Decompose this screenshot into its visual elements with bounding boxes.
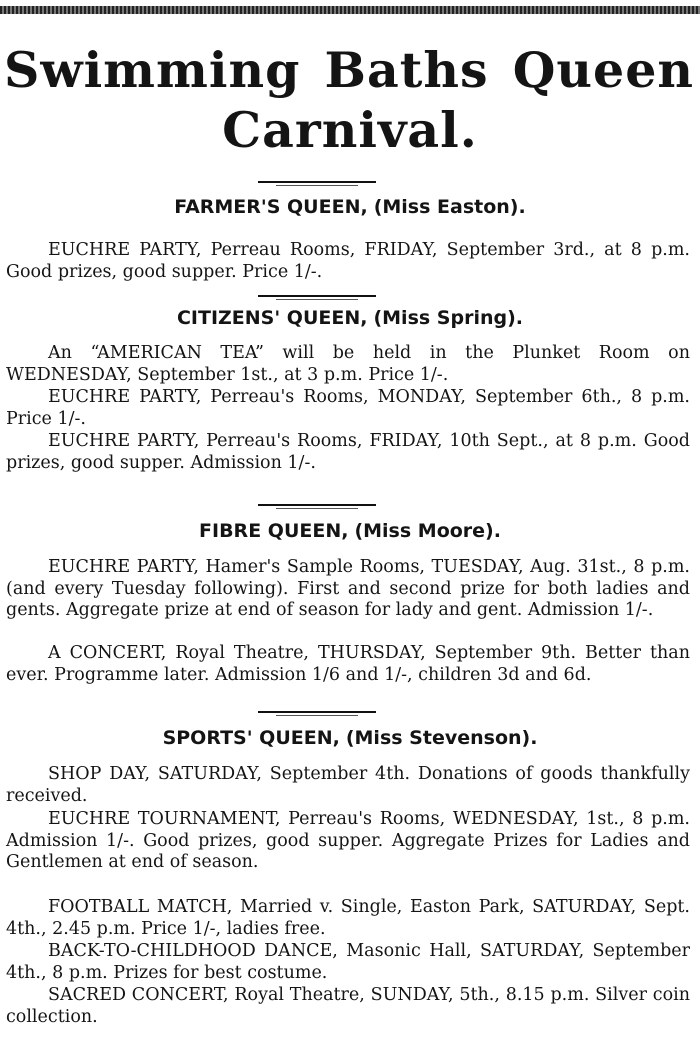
top-border-rule: [0, 6, 700, 14]
title-line-1: Swimming Baths Queen: [4, 41, 694, 99]
section-heading-fibre: [0, 519, 700, 543]
event-paragraph: EUCHRE PARTY, Perreau Rooms, FRIDAY, September 3rd., at 8 p.m. Good prizes, good supper. Price 1/-.: [6, 240, 690, 282]
section-divider: [258, 504, 376, 506]
event-paragraph: SHOP DAY, SATURDAY, September 4th. Donations of goods thankfully received.: [6, 764, 690, 806]
event-paragraph: FOOTBALL MATCH, Married v. Single, Easton Park, SATURDAY, Sept. 4th., 2.45 p.m. Price 1/-, ladies free.: [6, 897, 690, 939]
event-paragraph: An “AMERICAN TEA” will be held in the Plunket Room on WEDNESDAY, September 1st., at 3 p.m. Price 1/-.: [6, 343, 690, 385]
queen-name: (Miss Easton).: [373, 196, 526, 218]
queen-name: (Miss Stevenson).: [345, 727, 538, 749]
section-heading-citizens: [0, 306, 700, 330]
section-divider: [258, 181, 376, 183]
event-paragraph: SACRED CONCERT, Royal Theatre, SUNDAY, 5th., 8.15 p.m. Silver coin collection.: [6, 985, 690, 1027]
section-divider: [258, 711, 376, 713]
event-paragraph: EUCHRE PARTY, Hamer's Sample Rooms, TUESDAY, Aug. 31st., 8 p.m. (and every Tuesday following). First and second prize for both ladies and gents. Aggregate prize at end of season for lady and gent. Admission 1/-.: [6, 557, 690, 620]
queen-title: CITIZENS' QUEEN,: [176, 307, 368, 329]
page-title: [0, 40, 700, 160]
queen-title: FIBRE QUEEN,: [199, 520, 349, 542]
event-paragraph: A CONCERT, Royal Theatre, THURSDAY, September 9th. Better than ever. Programme later. Admission 1/6 and 1/-, children 3d and 6d.: [6, 643, 690, 685]
event-paragraph: EUCHRE TOURNAMENT, Perreau's Rooms, WEDNESDAY, 1st., 8 p.m. Admission 1/-. Good prizes, good supper. Aggregate Prizes for Ladies and Gentlemen at end of season.: [6, 809, 690, 872]
section-divider: [258, 295, 376, 297]
queen-name: (Miss Spring).: [373, 307, 524, 329]
section-heading-farmers: [0, 195, 700, 219]
title-line-2: Carnival.: [222, 101, 478, 159]
event-paragraph: EUCHRE PARTY, Perreau's Rooms, MONDAY, September 6th., 8 p.m. Price 1/-.: [6, 387, 690, 429]
queen-title: SPORTS' QUEEN,: [162, 727, 340, 749]
event-paragraph: EUCHRE PARTY, Perreau's Rooms, FRIDAY, 10th Sept., at 8 p.m. Good prizes, good supper. Admission 1/-.: [6, 431, 690, 473]
queen-title: FARMER'S QUEEN,: [174, 196, 368, 218]
event-paragraph: BACK-TO-CHILDHOOD DANCE, Masonic Hall, SATURDAY, September 4th., 8 p.m. Prizes for best costume.: [6, 941, 690, 983]
section-heading-sports: [0, 726, 700, 750]
queen-name: (Miss Moore).: [354, 520, 501, 542]
